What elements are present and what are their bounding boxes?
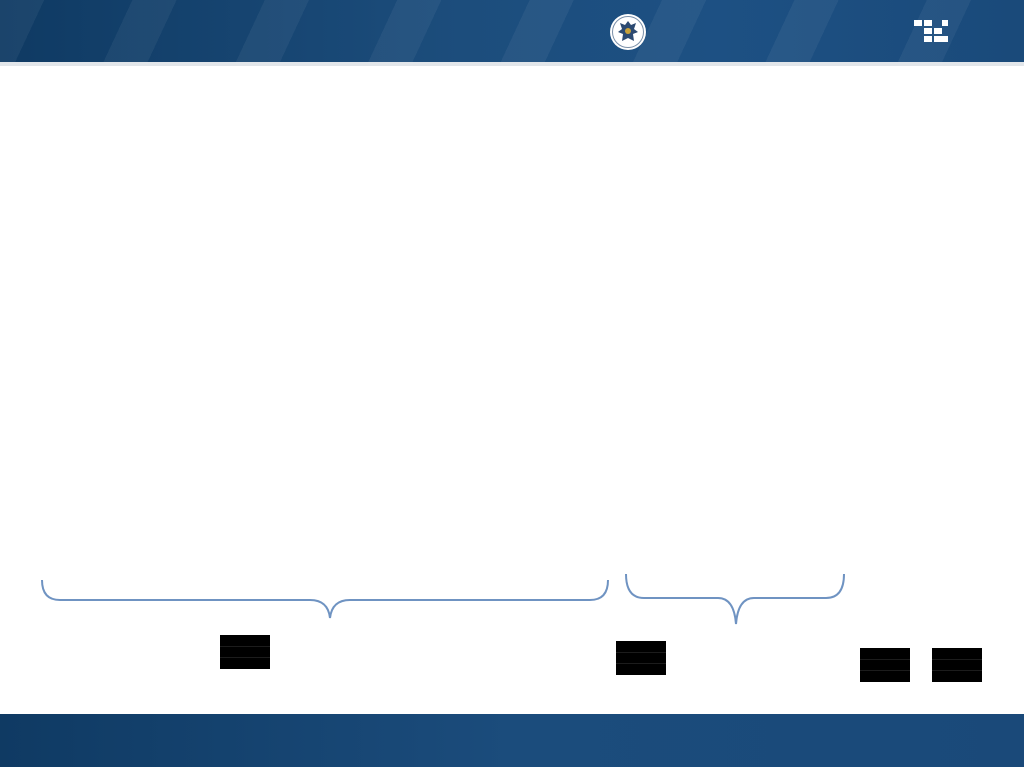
flag-stripe <box>932 648 982 659</box>
flag-stripe <box>860 648 910 659</box>
germany-flag-icon <box>616 641 666 675</box>
header-bar <box>0 0 1024 62</box>
flag-stripe <box>616 664 666 675</box>
flag-stripe <box>860 671 910 682</box>
germany-flag-icon <box>932 648 982 682</box>
flag-stripe <box>616 652 666 663</box>
flag-stripe <box>220 658 270 669</box>
coat-of-arms-icon <box>608 12 648 52</box>
university-logo <box>912 16 1022 52</box>
russia-flag-icon <box>860 648 910 682</box>
flag-stripe <box>932 671 982 682</box>
brace-russia <box>42 580 608 618</box>
flag-stripe <box>220 635 270 646</box>
russia-flag-icon <box>220 635 270 669</box>
footer-bar <box>0 714 1024 767</box>
header-divider <box>0 62 1024 66</box>
flag-stripe <box>932 659 982 670</box>
th-wildau-logo-icon <box>912 16 950 46</box>
module-list <box>24 141 1014 148</box>
flag-stripe <box>616 641 666 652</box>
brace-germany <box>626 574 844 624</box>
flag-stripe <box>860 659 910 670</box>
flag-stripe <box>220 646 270 657</box>
